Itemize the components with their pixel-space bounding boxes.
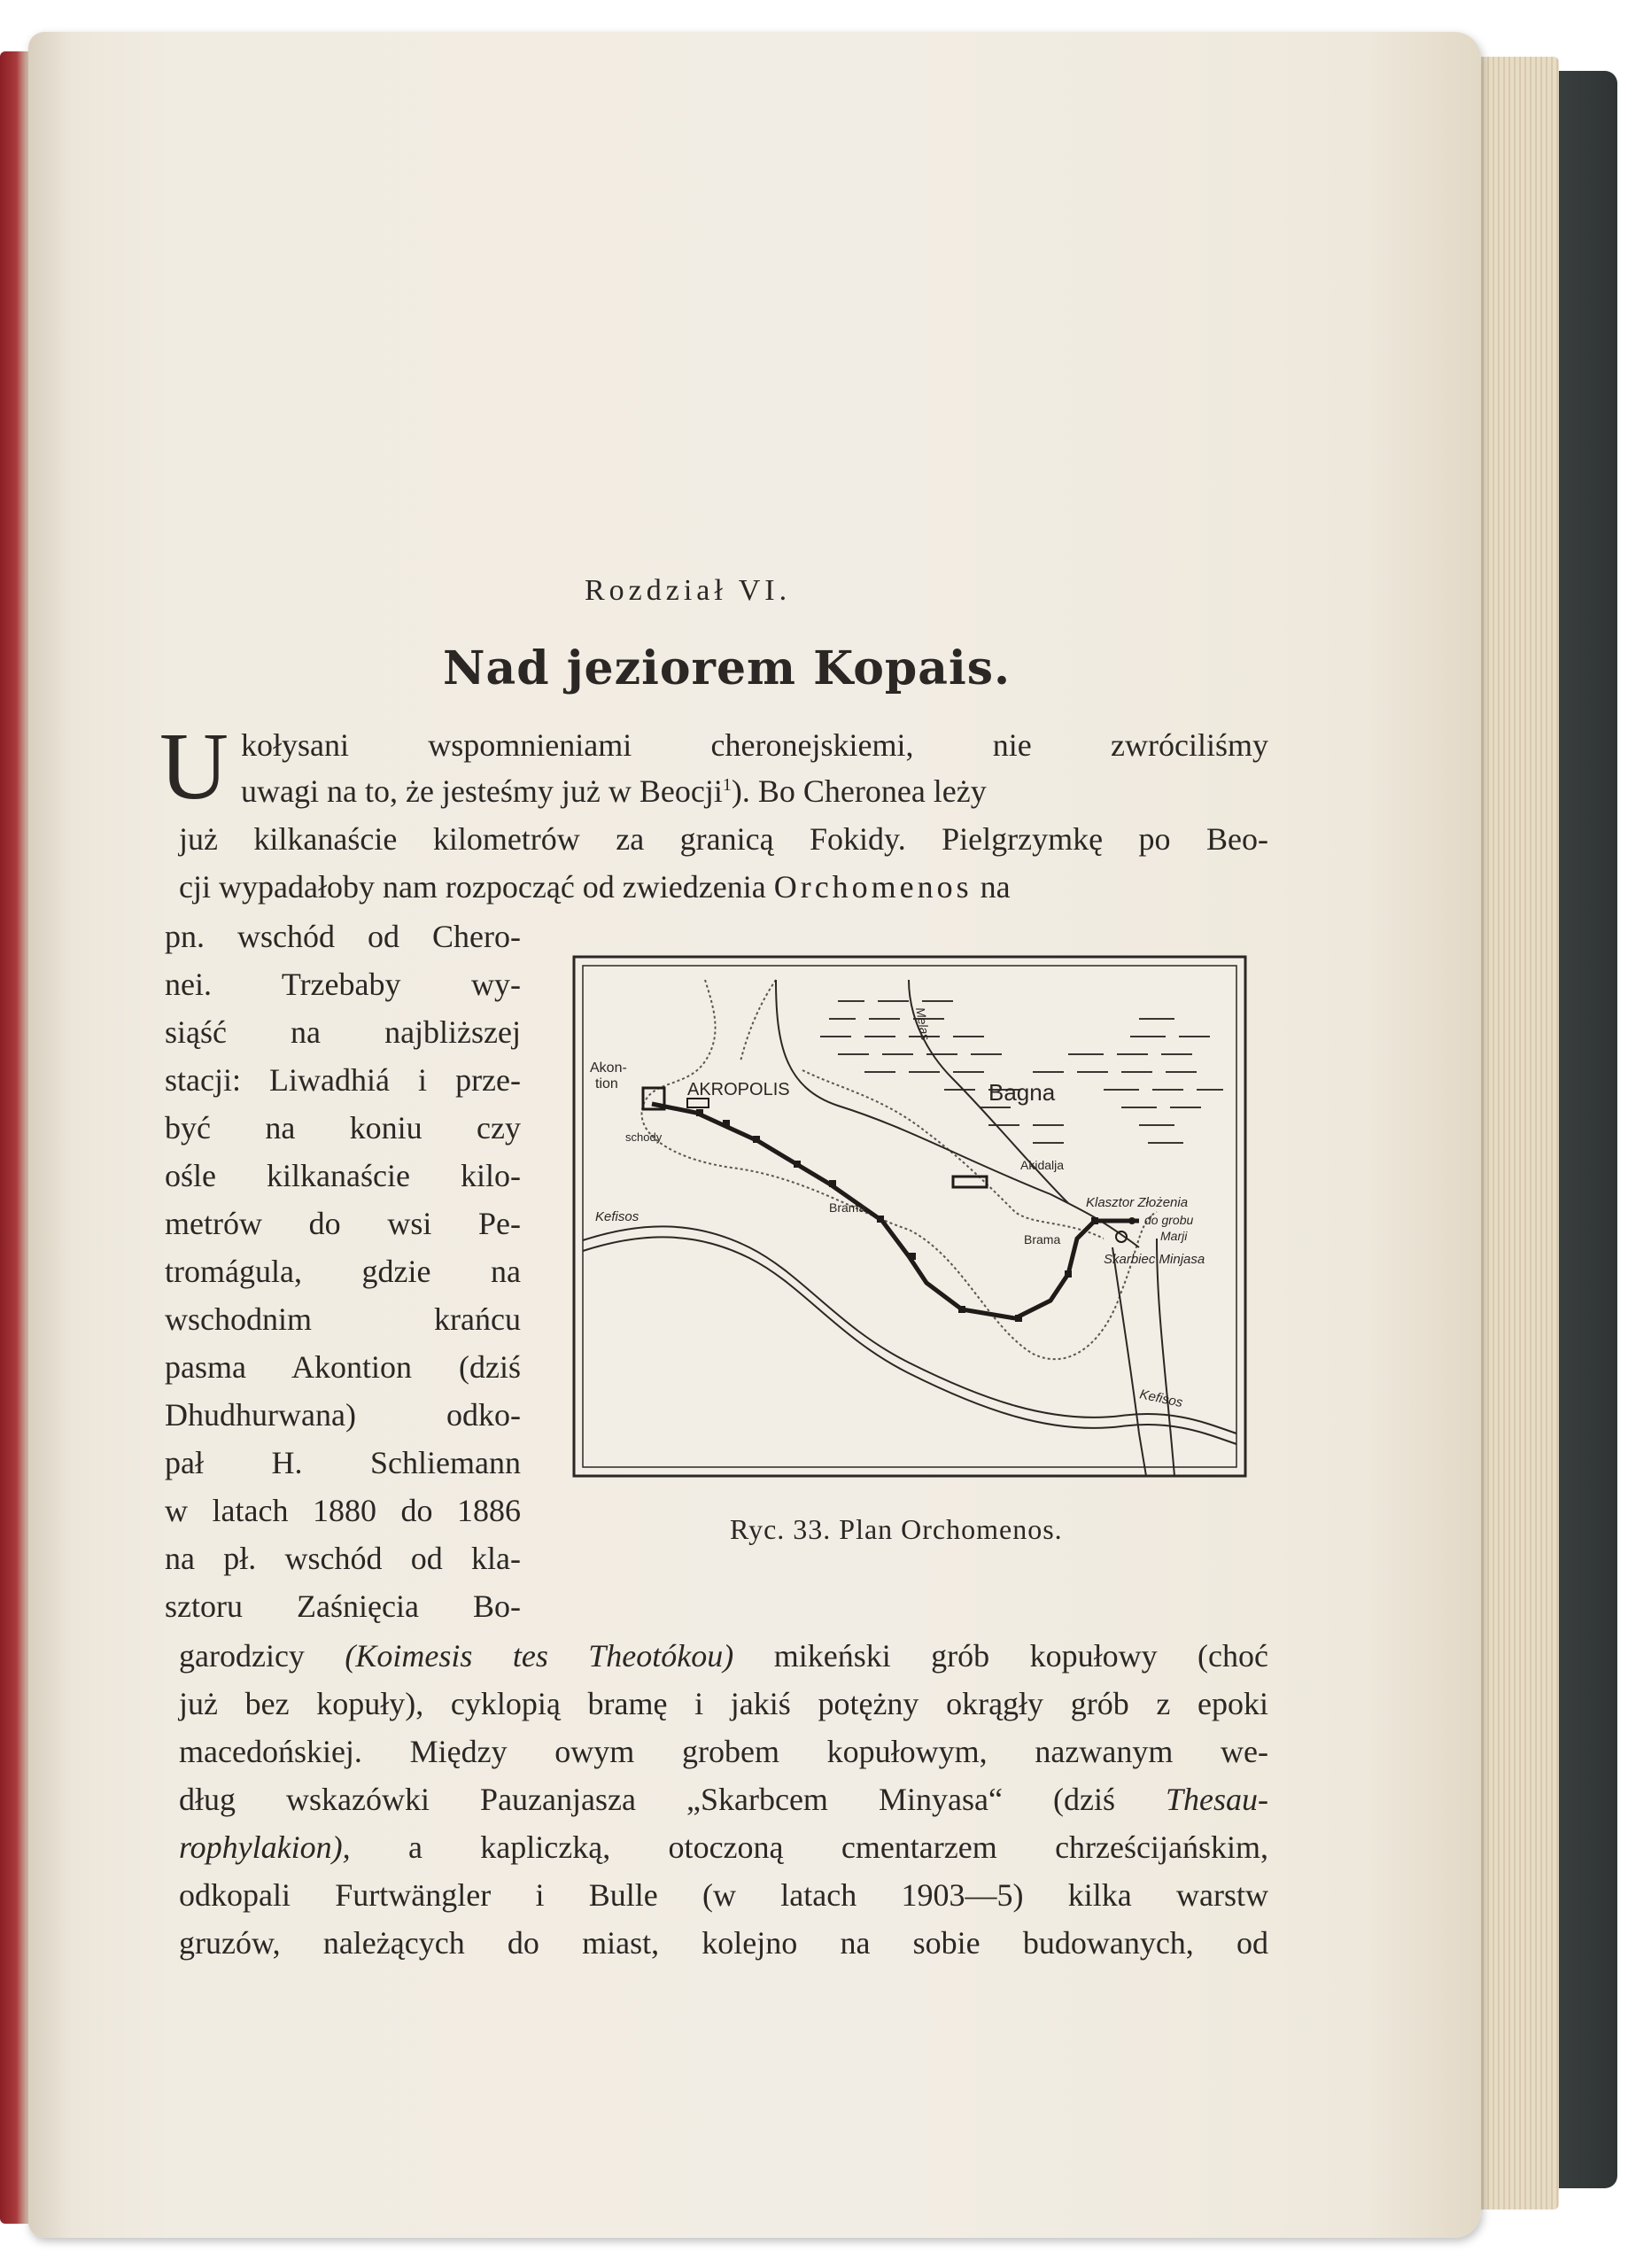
text-fragment: garodzicy [179, 1638, 345, 1674]
text-line: już kilkanaście kilometrów za granicą Fokidy. Pielgrzymkę po Beo- [179, 821, 1268, 857]
label-klasztor: Klasztor Złożenia [1086, 1195, 1189, 1210]
text-line [241, 773, 1268, 811]
label-klasztor-3: Marji [1160, 1229, 1188, 1243]
label-kefisos-2: Kefisos [1138, 1386, 1184, 1411]
text-line: siąść na najbliższej [165, 1014, 521, 1050]
text-fragment: ). Bo Cheronea leży [731, 773, 987, 809]
text-line: być na koniu czy [165, 1110, 521, 1146]
text-fragment: na [972, 869, 1011, 905]
text-line [179, 1781, 1268, 1819]
label-melas: Melas [913, 1006, 934, 1042]
text-line: metrów do wsi Pe- [165, 1206, 521, 1241]
text-fragment: uwagi na to, że jesteśmy już w Beocji [241, 773, 723, 809]
text-fragment-italic: rophylakion), [179, 1829, 351, 1865]
text-line: tromágula, gdzie na [165, 1254, 521, 1289]
book-page [28, 32, 1481, 2238]
text-line: sztoru Zaśnięcia Bo- [165, 1588, 521, 1624]
chapter-number: Rozdział VI. [585, 574, 792, 607]
label-schody: schody [625, 1130, 663, 1144]
text-line: ośle kilkanaście kilo- [165, 1158, 521, 1193]
label-akropolis: AKROPOLIS [687, 1080, 790, 1099]
text-line: Dhudhurwana) odko- [165, 1397, 521, 1433]
text-fragment: a kapliczką, otoczoną cmentarzem chrześcijańskim, [350, 1829, 1268, 1865]
text-line: stacji: Liwadhiá i prze- [165, 1062, 521, 1098]
text-fragment: cji wypadałoby nam rozpocząć od zwiedzenia [179, 869, 774, 905]
text-fragment-italic: Thesau- [1166, 1782, 1268, 1817]
text-line: macedońskiej. Między owym grobem kopułowym, nazwanym we- [179, 1734, 1268, 1769]
chapter-title: Nad jeziorem Kopais. [443, 641, 1012, 695]
footnote-mark: 1 [722, 775, 732, 795]
label-akidalja: Akidalja [1020, 1158, 1065, 1172]
text-line: nei. Trzebaby wy- [165, 967, 521, 1002]
label-skarbiec: Skarbiec Minjasa [1104, 1252, 1205, 1267]
text-line: gruzów, należących do miast, kolejno na sobie budowanych, od [179, 1925, 1268, 1961]
text-fragment-italic: (Koimesis tes Theotókou) [345, 1638, 734, 1674]
text-line: pn. wschód od Chero- [165, 919, 521, 954]
label-akontion: Akon- [590, 1060, 627, 1076]
figure-caption: Ryc. 33. Plan Orchomenos. [730, 1513, 1063, 1545]
label-akontion-2: tion [595, 1076, 618, 1091]
text-line: kołysani wspomnieniami cheronejskiemi, nie zwróciliśmy [241, 727, 1268, 763]
text-line: odkopali Furtwängler i Bulle (w latach 1903—5) kilka warstw [179, 1877, 1268, 1913]
orchomenos-plan-map [572, 955, 1247, 1478]
text-line: w latach 1880 do 1886 [165, 1493, 521, 1528]
text-line [179, 1637, 1268, 1675]
text-fragment: dług wskazówki Pauzanjasza „Skarbcem Minyasa“ (dziś [179, 1782, 1166, 1817]
text-line: na pł. wschód od kla- [165, 1541, 521, 1576]
text-line [179, 1829, 1268, 1867]
text-fragment: mikeński grób kopułowy (choć [733, 1638, 1268, 1674]
label-kefisos: Kefisos [595, 1209, 639, 1224]
label-klasztor-2: do grobu [1144, 1213, 1194, 1227]
text-line [179, 868, 1268, 906]
label-brama: Brama [829, 1200, 866, 1215]
place-name-orchomenos: Orchomenos [773, 869, 973, 905]
drop-cap: U [159, 714, 229, 819]
text-line: pasma Akontion (dziś [165, 1349, 521, 1385]
text-line: już bez kopuły), cyklopią bramę i jakiś potężny okrągły grób z epoki [179, 1686, 1268, 1721]
label-bagna: Bagna [988, 1079, 1056, 1106]
label-brama-2: Brama [1024, 1232, 1061, 1247]
monastery-marker [1128, 1217, 1136, 1224]
text-line: pał H. Schliemann [165, 1445, 521, 1480]
text-line: wschodnim krańcu [165, 1301, 521, 1337]
